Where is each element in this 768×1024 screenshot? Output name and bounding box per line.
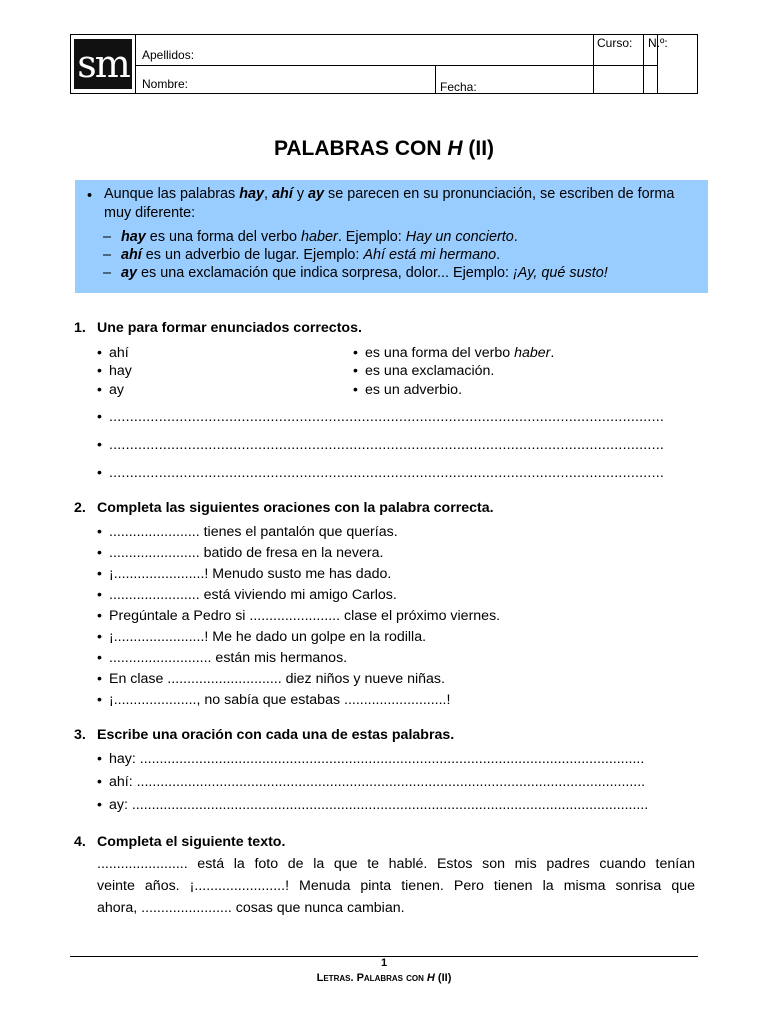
exercise-4-title: 4. Completa el siguiente texto. <box>74 834 286 850</box>
ex2-item[interactable]: • ¡.......................! Me he dado un golpe en la rodilla. <box>97 629 427 645</box>
ex3-item-ahi[interactable]: • ahí: ................................................................................................................................. <box>97 774 646 790</box>
ex2-item[interactable]: • ....................... tienes el pantalón que querías. <box>97 524 398 540</box>
ex1-right-item: • es una exclamación. <box>353 363 495 379</box>
ex1-left-item: • hay <box>97 363 132 379</box>
ex1-answer-line[interactable]: • ...................................................................................................................................... <box>97 437 664 453</box>
ex1-left-item: • ay <box>97 382 124 398</box>
ex2-item[interactable]: • ....................... está viviendo mi amigo Carlos. <box>97 587 397 603</box>
ex3-item-hay[interactable]: • hay: ................................................................................................................................ <box>97 751 645 767</box>
info-intro: Aunque las palabras hay, ahí y ay se parecen en su pronunciación, se escriben de forma muy diferente: <box>104 186 675 221</box>
rule-ahi: – ahí es un adverbio de lugar. Ejemplo: Ahí está mi hermano. <box>103 247 501 263</box>
numero-label: N.º: <box>648 36 668 50</box>
ex2-item[interactable]: • En clase ............................. diez niños y nueve niñas. <box>97 671 445 687</box>
ex1-answer-line[interactable]: • ...................................................................................................................................... <box>97 465 664 481</box>
page-title: PALABRAS CON H (II) <box>273 137 495 160</box>
page-number: 1 <box>380 957 388 969</box>
ex2-item[interactable]: • ¡.......................! Menudo susto me has dado. <box>97 566 392 582</box>
ex4-text-line[interactable]: veinte años. ¡.......................! Menuda pinta tienen. Pero tienen la misma sonrisa que <box>97 878 695 894</box>
ex1-right-item: • es una forma del verbo haber. <box>353 345 555 361</box>
bullet-icon: • <box>87 188 93 204</box>
ex2-item[interactable]: • ....................... batido de fresa en la nevera. <box>97 545 384 561</box>
ex3-item-ay[interactable]: • ay: ................................................................................................................................... <box>97 797 649 813</box>
exercise-3-title: 3. Escribe una oración con cada una de estas palabras. <box>74 727 455 743</box>
nombre-label: Nombre: <box>142 77 189 91</box>
rule-ay: – ay es una exclamación que indica sorpresa, dolor... Ejemplo: ¡Ay, qué susto! <box>103 265 608 281</box>
curso-label: Curso: <box>597 36 633 50</box>
ex1-left-item: • ahí <box>97 345 129 361</box>
publisher-logo <box>71 35 136 93</box>
apellidos-label: Apellidos: <box>142 48 195 62</box>
ex4-text-line[interactable]: ahora, ....................... cosas que nunca cambian. <box>97 900 405 916</box>
ex2-item[interactable]: • Pregúntale a Pedro si ....................... clase el próximo viernes. <box>97 608 501 624</box>
rule-hay: – hay es una forma del verbo haber. Ejemplo: Hay un concierto. <box>103 229 518 245</box>
logo-text: sm <box>74 39 132 89</box>
ex4-text-line[interactable]: ....................... está la foto de la que te hablé. Estos son mis padres cuando tenían <box>97 856 695 872</box>
info-box <box>75 180 708 293</box>
ex2-item[interactable]: • ¡....................., no sabía que estabas ..........................! <box>97 692 451 708</box>
fecha-label: Fecha: <box>440 80 477 94</box>
ex1-answer-line[interactable]: • ...................................................................................................................................... <box>97 409 664 425</box>
ex1-right-item: • es un adverbio. <box>353 382 463 398</box>
exercise-1-title: 1. Une para formar enunciados correctos. <box>74 320 362 336</box>
footer-title: Letras. Palabras con H (II) <box>316 972 452 984</box>
exercise-2-title: 2. Completa las siguientes oraciones con la palabra correcta. <box>74 500 494 516</box>
ex2-item[interactable]: • .......................... están mis hermanos. <box>97 650 348 666</box>
student-header <box>70 34 698 94</box>
